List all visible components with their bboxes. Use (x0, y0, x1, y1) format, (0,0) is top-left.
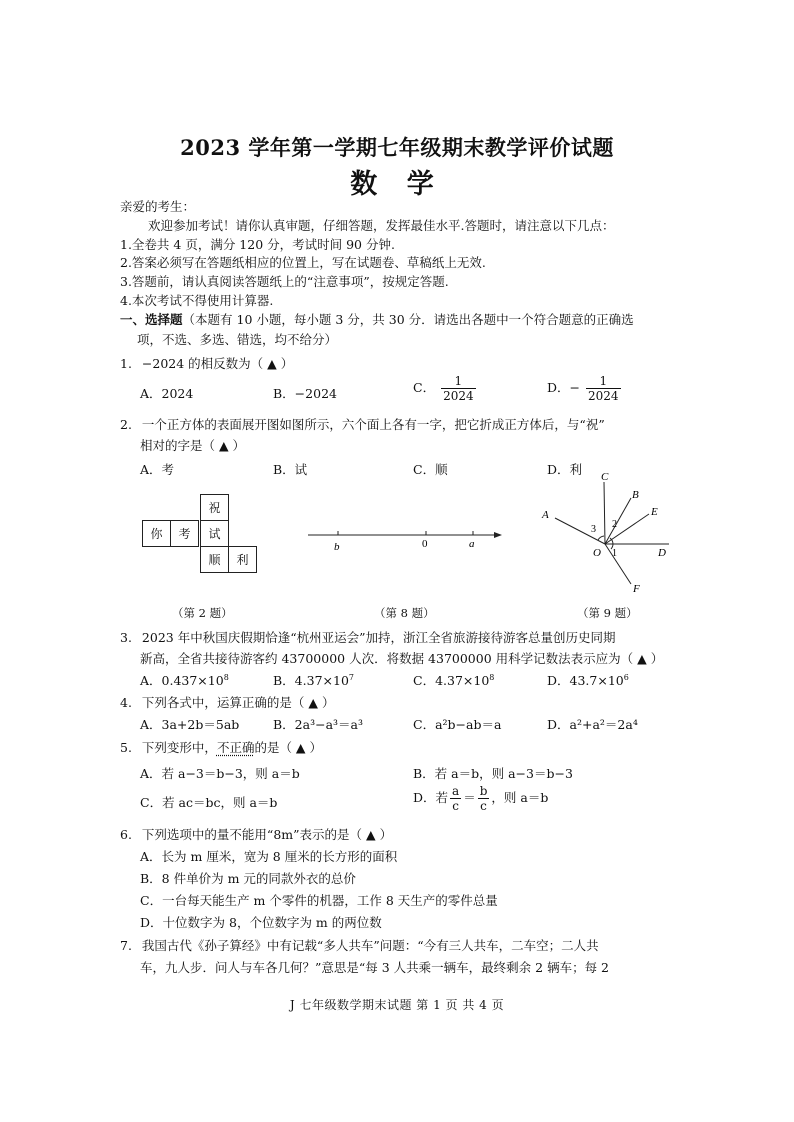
q3-option-a (140, 671, 229, 689)
number-line-figure (300, 522, 510, 558)
q3-c-exp: 8 (489, 672, 495, 682)
section-title: 一、选择题 (120, 312, 183, 327)
q4-option-d: D．a²+a²＝2a⁴ (547, 717, 638, 732)
q5-d-a-num: a (452, 784, 460, 798)
q4-option-b: B．2a³−a³＝a³ (273, 717, 364, 732)
page-footer: J 七年级数学期末试题 第 1 页 共 4 页 (289, 998, 505, 1012)
q6-option-b: B．8 件单价为 m 元的同款外衣的总价 (140, 871, 356, 886)
q3-num: 3. (120, 630, 132, 645)
q5-option-b: B．若 a＝b，则 a−3＝b−3 (413, 766, 573, 781)
q1-d-numerator: 1 (586, 374, 621, 389)
q5-d-fraction-b (478, 784, 490, 813)
q3-c-base: C．4.37×10 (413, 673, 490, 688)
welcome-text: 欢迎参加考试！请你认真审题，仔细答题，发挥最佳水平.答题时，请注意以下几点： (148, 218, 615, 233)
q5-d-b-den: c (480, 799, 487, 813)
q8-figure-caption: （第 8 题） (374, 606, 435, 620)
q3-stem-1: 2023 年中秋国庆假期恰逢“杭州亚运会”加持，浙江全省旅游接待游客总量创历史同期 (141, 630, 616, 645)
q2-option-a: A．考 (140, 462, 175, 477)
net-cell-shun: 顺 (200, 546, 229, 573)
q3-a-base: A．0.437×10 (140, 673, 224, 688)
q5-stem-pre: 下列变形中， (141, 740, 217, 755)
label-a-point: A (542, 509, 549, 521)
angle-arc-3 (598, 536, 604, 540)
q3-b-exp: 7 (348, 672, 354, 682)
q4-num: 4. (120, 695, 132, 710)
q3-line-1 (120, 628, 616, 646)
q5-d-b-num: b (479, 784, 488, 798)
greeting: 亲爱的考生： (120, 199, 196, 214)
q4-stem: 下列各式中，运算正确的是（ ▲ ） (141, 695, 335, 710)
q2-option-c: C．顺 (413, 462, 448, 477)
q5-d-equals: ＝ (463, 790, 476, 805)
q3-option-d (547, 671, 629, 689)
q1-num: 1. (120, 356, 132, 371)
label-e: E (651, 506, 658, 518)
q5-num: 5. (120, 740, 132, 755)
q9-figure-caption: （第 9 题） (577, 606, 638, 620)
ray-ob (605, 498, 631, 544)
label-o: O (593, 547, 601, 559)
note-1: 1.全卷共 4 页，满分 120 分，考试时间 90 分钟. (120, 237, 395, 252)
q6-line (120, 825, 392, 843)
net-cell-kao: 考 (170, 520, 199, 547)
q5-d-fraction-a (450, 784, 461, 813)
q7-stem-1: 我国古代《孙子算经》中有记载“多人共车”问题：“今有三人共车，二车空；二人共 (141, 938, 599, 953)
q1-option-b: B．−2024 (273, 386, 337, 401)
q2-option-b: B．试 (273, 462, 308, 477)
q2-option-d: D．利 (547, 462, 583, 477)
q1-option-d (547, 374, 623, 403)
q6-option-d: D．十位数字为 8，个位数字为 m 的两位数 (140, 915, 382, 930)
q6-option-c: C．一台每天能生产 m 个零件的机器，工作 8 天生产的零件总量 (140, 893, 498, 908)
number-line-arrow (494, 532, 502, 538)
section-desc-1: （本题有 10 小题，每小题 3 分，共 30 分．请选出各题中一个符合题意的正确选 (182, 312, 634, 327)
q3-option-c (413, 671, 494, 689)
q2-stem-2: 相对的字是（ ▲ ） (140, 438, 246, 453)
angle-label-2: 2 (612, 519, 617, 530)
q5-d-a-den: c (452, 799, 459, 813)
note-2: 2.答案必须写在答题纸相应的位置上，写在试题卷、草稿纸上无效. (120, 255, 486, 270)
label-c: C (601, 471, 609, 483)
q3-d-exp: 6 (623, 672, 629, 682)
label-b-point: B (632, 489, 639, 501)
q1-option-c-fraction (441, 374, 476, 403)
q1-line (120, 354, 293, 372)
q3-b-base: B．4.37×10 (273, 673, 349, 688)
q2-figure-caption: （第 2 题） (172, 606, 233, 620)
q3-d-base: D．43.7×10 (547, 673, 624, 688)
q3-a-exp: 8 (223, 672, 229, 682)
net-cell-li: 利 (228, 546, 257, 573)
q2-num: 2. (120, 417, 132, 432)
subject-title: 数 学 (350, 169, 444, 200)
angle-label-1: 1 (612, 548, 617, 559)
q5-line (120, 738, 322, 756)
q4-option-a: A．3a+2b＝5ab (140, 717, 240, 732)
label-f: F (633, 583, 640, 595)
q7-line-1 (120, 936, 599, 954)
net-cell-shi: 试 (200, 520, 229, 547)
ray-oa (555, 518, 605, 544)
q3-stem-2: 新高，全省共接待游客约 43700000 人次．将数据 43700000 用科学记数法表示应为（ ▲ ） (140, 651, 664, 666)
q5-option-a: A．若 a−3＝b−3，则 a＝b (140, 766, 300, 781)
exam-title: 2023 学年第一学期七年级期末教学评价试题 (180, 135, 614, 160)
note-4: 4.本次考试不得使用计算器. (120, 293, 274, 308)
q6-num: 6. (120, 827, 132, 842)
q4-option-c: C．a²b−ab＝a (413, 717, 502, 732)
q1-option-a: A．2024 (140, 386, 194, 401)
q1-option-d-fraction (586, 374, 621, 403)
q5-d-post: ，则 a＝b (491, 790, 549, 805)
q1-option-c-label: C． (413, 380, 436, 395)
angle-label-3: 3 (591, 524, 596, 535)
q1-option-d-label: D．− (547, 380, 580, 395)
label-b: b (334, 541, 340, 553)
net-cell-ni: 你 (142, 520, 171, 547)
label-d: D (658, 547, 666, 559)
q7-stem-2: 车，九人步．问人与车各几何？”意思是“每 3 人共乘一辆车，最终剩余 2 辆车；每 2 (140, 960, 610, 975)
q5-d-label: D．若 (413, 790, 449, 805)
section-desc-2: 项，不选、多选、错选，均不给分） (137, 332, 338, 347)
q6-option-a: A．长为 m 厘米，宽为 8 厘米的长方形的面积 (140, 849, 398, 864)
q5-option-d (413, 784, 548, 813)
ray-of (605, 544, 631, 584)
q1-c-numerator: 1 (441, 374, 476, 389)
note-3: 3.答题前，请认真阅读答题纸上的“注意事项”，按规定答题. (120, 274, 449, 289)
q2-stem-1: 一个正方体的表面展开图如图所示，六个面上各有一字，把它折成正方体后，与“祝” (141, 417, 605, 432)
q5-stem-post: 的是（ ▲ ） (254, 740, 323, 755)
q4-line (120, 693, 334, 711)
label-a: a (469, 538, 475, 550)
q2-line-1 (120, 415, 605, 433)
q5-stem-emphasis: 不正确 (216, 740, 255, 755)
q1-option-c (413, 374, 478, 403)
label-zero: 0 (422, 538, 428, 550)
q3-option-b (273, 671, 354, 689)
q5-option-c: C．若 ac＝bc，则 a＝b (140, 795, 278, 810)
q1-c-denominator: 2024 (443, 389, 474, 403)
net-cell-zhu: 祝 (200, 494, 229, 521)
q6-stem: 下列选项中的量不能用“8m”表示的是（ ▲ ） (141, 827, 393, 842)
q1-d-denominator: 2024 (587, 389, 619, 403)
angle-figure (535, 470, 685, 598)
q1-stem: −2024 的相反数为（ ▲ ） (141, 356, 294, 371)
q7-num: 7. (120, 938, 132, 953)
ray-oc (604, 482, 605, 544)
section-heading (120, 310, 634, 328)
